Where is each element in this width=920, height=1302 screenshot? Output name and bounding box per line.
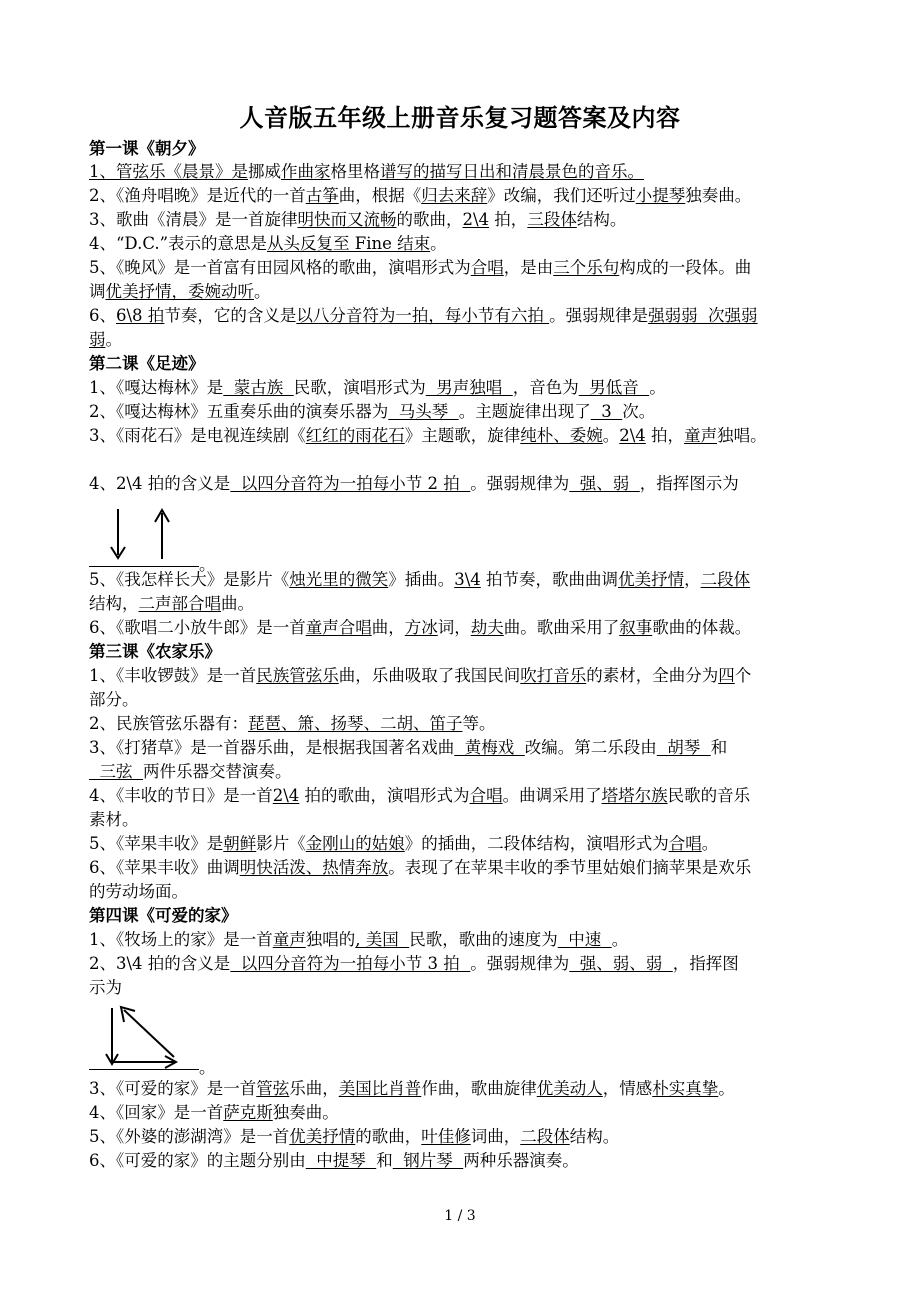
question-text: 》改编，我们还听过 <box>487 186 636 205</box>
answer-text: , 美国 <box>355 930 410 949</box>
question-text: 1、《牧场上的家》是一首 <box>89 930 273 949</box>
question-text: 独奏曲。 <box>272 1103 339 1122</box>
answer-text: 萨克斯 <box>223 1103 273 1122</box>
question-text: 和 <box>376 1151 393 1170</box>
answer-text: 童声 <box>684 426 718 445</box>
question-text: 4、《回家》是一首 <box>89 1103 224 1122</box>
question-text: 拍的歌曲，演唱形式为 <box>299 786 470 805</box>
answer-text: 从头反复至 Fine 结束 <box>267 234 431 253</box>
answer-text: 叶佳修 <box>421 1127 471 1146</box>
question-text: 曲。歌曲采用了 <box>503 618 620 637</box>
question-text: 1、管弦乐 <box>89 162 166 181</box>
answer-text: 二声部合唱 <box>138 594 221 613</box>
question-text: 民歌的音乐 <box>667 786 751 805</box>
answer-text: 弱 <box>89 330 106 349</box>
question-text: 结构。 <box>576 210 627 229</box>
question-text: 3、《打猪草》是一首器乐曲，是根据我国著名戏曲 <box>89 738 455 757</box>
question-text: 1、《丰收锣鼓》是一首 <box>89 666 257 685</box>
conducting-diagram-2-4 <box>100 505 180 565</box>
question-text: 。 <box>254 282 271 301</box>
question-line <box>89 784 839 807</box>
question-text: 5、《苹果丰收》是 <box>89 834 224 853</box>
answer-text: 男声独唱 <box>425 378 513 397</box>
question-text: 。主题旋律出现了 <box>458 402 591 421</box>
answer-text: 吹打音乐 <box>520 666 587 685</box>
answer-text: 小提琴 <box>635 186 686 205</box>
question-text: 6、《苹果丰收》曲调 <box>89 858 240 877</box>
answer-text: 黄梅戏 <box>454 738 525 757</box>
question-text: 。表现了在苹果丰收的季节里姑娘们摘苹果是欢乐 <box>388 858 752 877</box>
question-text: 1、《嘎达梅林》是 <box>89 378 224 397</box>
answer-text: 劫夫 <box>470 618 504 637</box>
question-text: 歌曲的体裁。 <box>652 618 752 637</box>
answer-text: 叙事 <box>619 618 653 637</box>
question-line <box>89 1125 839 1148</box>
answer-text: 以四分音符为一拍每小节 2 拍 <box>230 474 471 493</box>
figure-end-mark-2: 。 <box>199 1058 216 1077</box>
question-line <box>89 976 839 999</box>
question-text: 等。 <box>462 714 496 733</box>
question-line <box>89 160 839 183</box>
question-text: 4、“D.C.”表示的意思是 <box>89 234 268 253</box>
question-text: 次。 <box>622 402 656 421</box>
question-line <box>89 304 839 327</box>
question-line <box>89 208 839 231</box>
question-line <box>89 952 839 975</box>
question-text: 示为 <box>89 978 122 997</box>
question-text: 曲。 <box>221 594 254 613</box>
question-text: 》主题歌，旋律 <box>404 426 521 445</box>
question-text: 的劳动场面。 <box>89 882 188 901</box>
answer-text: 蒙古族 <box>223 378 294 397</box>
answer-text: 合唱 <box>470 258 504 277</box>
question-line <box>89 376 839 399</box>
answer-text: 归去来辞 <box>421 186 488 205</box>
question-text: 曲， <box>371 618 405 637</box>
question-line <box>89 664 839 687</box>
question-text: 乐曲， <box>289 1079 339 1098</box>
conducting-diagram-3-4 <box>100 1002 190 1072</box>
question-text: 两种乐器演奏。 <box>463 1151 579 1170</box>
figure-end-mark-1: 。 <box>199 555 216 574</box>
question-line <box>89 1101 839 1124</box>
question-text: 词曲， <box>470 1127 521 1146</box>
question-text: 曲，根据《 <box>338 186 422 205</box>
answer-text: 2\4 <box>272 786 300 805</box>
question-text: 词， <box>437 618 471 637</box>
answer-text: 3 <box>590 402 623 421</box>
question-line <box>89 1077 839 1100</box>
question-line <box>89 256 839 279</box>
answer-text: 四 <box>718 666 735 685</box>
question-text: 的素材，全曲分为 <box>586 666 719 685</box>
lesson-heading: 第三课《农家乐》 <box>89 642 221 661</box>
question-text: 。曲调采用了 <box>502 786 602 805</box>
answer-text: 塔塔尔族 <box>601 786 668 805</box>
answer-text: 2\4 <box>619 426 646 445</box>
question-text: 。强弱规律是 <box>549 306 649 325</box>
question-text: 素材。 <box>89 810 139 829</box>
question-text: 。 <box>701 834 719 853</box>
question-text: ，是由 <box>503 258 554 277</box>
question-line <box>89 808 839 831</box>
answer-text: 强、弱、弱 <box>569 954 673 973</box>
question-text: 的歌曲， <box>355 1127 422 1146</box>
question-text: ， <box>684 570 701 589</box>
answer-text: 合唱 <box>668 834 702 853</box>
answer-text: 三个乐句 <box>553 258 620 277</box>
answer-text: 中速 <box>557 930 612 949</box>
lesson-heading: 第二课《足迹》 <box>89 354 205 373</box>
question-text: 个 <box>734 666 752 685</box>
question-line <box>89 880 839 903</box>
answer-text: 三段体 <box>527 210 577 229</box>
answer-text: 优美抒情 <box>618 570 685 589</box>
question-text: 5、《我怎样长大》是影片《 <box>89 570 290 589</box>
question-text: 独唱。 <box>717 426 767 445</box>
answer-text: 琵琶、箫、扬琴、二胡、笛子 <box>248 714 463 733</box>
question-line <box>89 856 839 879</box>
question-text: 的歌曲， <box>396 210 463 229</box>
question-line <box>89 736 839 759</box>
question-text: 4、2\4 拍的含义是 <box>89 474 231 493</box>
question-text: 和 <box>710 738 728 757</box>
answer-text: 合唱 <box>469 786 503 805</box>
question-line <box>89 688 839 711</box>
page-number: 1 / 3 <box>444 1208 476 1224</box>
question-line <box>89 400 839 423</box>
answer-text: 方冰 <box>404 618 438 637</box>
question-line <box>89 328 839 351</box>
answer-text: 6\8 拍 <box>116 306 165 325</box>
answer-text: 优美抒情，委婉动听 <box>105 282 254 301</box>
question-line <box>89 1149 839 1172</box>
answer-text: 优美动人 <box>536 1079 603 1098</box>
answer-text: 二段体 <box>520 1127 570 1146</box>
question-text: ，指挥图 <box>672 954 739 973</box>
question-text: 4、《丰收的节日》是一首 <box>89 786 273 805</box>
question-text: 2、3\4 拍的含义是 <box>89 954 231 973</box>
question-text: 3、《雨花石》是电视连续剧《 <box>89 426 306 445</box>
question-text: 。 <box>105 330 122 349</box>
answer-text: 以四分音符为一拍每小节 3 拍 <box>230 954 471 973</box>
conducting-blank-1 <box>89 566 199 567</box>
answer-text: 强弱弱 次强弱 <box>648 306 758 325</box>
answer-text: 管弦 <box>256 1079 290 1098</box>
question-text: 曲，乐曲吸取了我国民间 <box>338 666 521 685</box>
question-text: 独唱的 <box>305 930 356 949</box>
answer-text: 以八分音符为一拍，每小节有六拍 <box>296 306 550 325</box>
question-text: 》插曲。 <box>388 570 455 589</box>
answer-text: 作曲家 <box>281 162 331 181</box>
question-line <box>89 592 839 615</box>
question-text: 2、《渔舟唱晚》是近代的一首 <box>89 186 306 205</box>
question-text: 影片《 <box>256 834 306 853</box>
question-text: 民歌，演唱形式为 <box>293 378 426 397</box>
answer-text: 优美抒情 <box>289 1127 356 1146</box>
question-text: 。强弱规律为 <box>470 954 570 973</box>
question-line <box>89 712 839 735</box>
question-text: 。 <box>718 1079 735 1098</box>
question-text: 拍， <box>489 210 528 229</box>
page-title: 人音版五年级上册音乐复习题答案及内容 <box>239 103 681 132</box>
answer-text: 明快活泼、热情奔放 <box>239 858 389 877</box>
answer-text: 民族管弦乐 <box>256 666 339 685</box>
answer-text: 朝鲜 <box>223 834 257 853</box>
question-line <box>89 280 839 303</box>
answer-text: 明快而又流畅 <box>297 210 397 229</box>
answer-text: 中提琴 <box>305 1151 377 1170</box>
answer-text: 钢片琴 <box>392 1151 464 1170</box>
question-text: 5、《外婆的澎湖湾》是一首 <box>89 1127 290 1146</box>
question-line <box>89 472 839 495</box>
question-text: 拍， <box>645 426 685 445</box>
question-text: 调 <box>89 282 106 301</box>
question-line <box>89 928 839 951</box>
answer-text: 古筝 <box>305 186 339 205</box>
answer-text: 童声 <box>272 930 306 949</box>
question-text: 2、民族管弦乐器有： <box>89 714 248 733</box>
answer-text: 《晨景》是 <box>165 162 248 181</box>
answer-text: 男低音 <box>578 378 650 397</box>
conducting-blank-2 <box>89 1069 199 1070</box>
question-line <box>89 424 839 447</box>
question-text: 结构， <box>89 594 139 613</box>
question-text: 独奏曲。 <box>685 186 752 205</box>
question-text: 5、《晚风》是一首富有田园风格的歌曲，演唱形式为 <box>89 258 471 277</box>
question-text: 。强弱规律为 <box>470 474 570 493</box>
question-text: 结构。 <box>569 1127 620 1146</box>
answer-text: 童声合唱 <box>305 618 372 637</box>
question-text: 6、《歌唱二小放牛郎》是一首 <box>89 618 306 637</box>
question-text: 6、《可爱的家》的主题分别由 <box>89 1151 306 1170</box>
question-text: 。 <box>602 426 620 445</box>
question-text: ，情感 <box>602 1079 653 1098</box>
answer-text: 3\4 <box>454 570 481 589</box>
question-text: 民歌，歌曲的速度为 <box>409 930 558 949</box>
question-text: 3、歌曲《清晨》是一首旋律 <box>89 210 298 229</box>
question-text: 。 <box>430 234 447 253</box>
lesson-heading: 第一课《朝夕》 <box>89 139 205 158</box>
question-text: 改编。第二乐段由 <box>524 738 657 757</box>
question-text: 构成的一段体。曲 <box>619 258 752 277</box>
answer-text: 烛光里的微笑 <box>289 570 389 589</box>
question-text: 部分。 <box>89 690 139 709</box>
answer-text: 朴实真挚 <box>652 1079 719 1098</box>
question-text: 作曲，歌曲旋律 <box>421 1079 537 1098</box>
question-text: ，音色为 <box>512 378 579 397</box>
question-text: 6、 <box>89 306 116 325</box>
answer-text: 2\4 <box>462 210 490 229</box>
question-line <box>89 184 839 207</box>
answer-text: 二段体 <box>700 570 751 589</box>
question-text: 两件乐器交替演奏。 <box>142 762 292 781</box>
question-line <box>89 616 839 639</box>
question-text: 格里格 <box>330 162 380 181</box>
question-text: 挪威 <box>248 162 281 181</box>
question-text: 拍节奏，歌曲曲调 <box>480 570 619 589</box>
answer-text: 马头琴 <box>388 402 459 421</box>
question-text: 节奏，它的含义是 <box>164 306 297 325</box>
answer-text: 金刚山的姑娘 <box>305 834 405 853</box>
question-text: 3、《可爱的家》是一首 <box>89 1079 257 1098</box>
question-text: 。 <box>649 378 666 397</box>
answer-text: 红红的雨花石 <box>305 426 405 445</box>
question-text: 。 <box>611 930 629 949</box>
answer-text: 谱写的描写日出和清晨景色的音乐。 <box>380 162 644 181</box>
answer-text: 三弦 <box>89 762 143 781</box>
question-text: ，指挥图示为 <box>639 474 739 493</box>
lesson-heading: 第四课《可爱的家》 <box>89 906 238 925</box>
question-line <box>89 232 839 255</box>
question-text: 2、《嘎达梅林》五重奏乐曲的演奏乐器为 <box>89 402 389 421</box>
question-text: 》的插曲，二段体结构，演唱形式为 <box>404 834 669 853</box>
question-line <box>89 760 839 783</box>
answer-text: 强、弱 <box>569 474 640 493</box>
answer-text: 纯朴、委婉 <box>520 426 603 445</box>
answer-text: 美国比肖普 <box>338 1079 422 1098</box>
question-line <box>89 832 839 855</box>
answer-text: 胡琴 <box>656 738 711 757</box>
